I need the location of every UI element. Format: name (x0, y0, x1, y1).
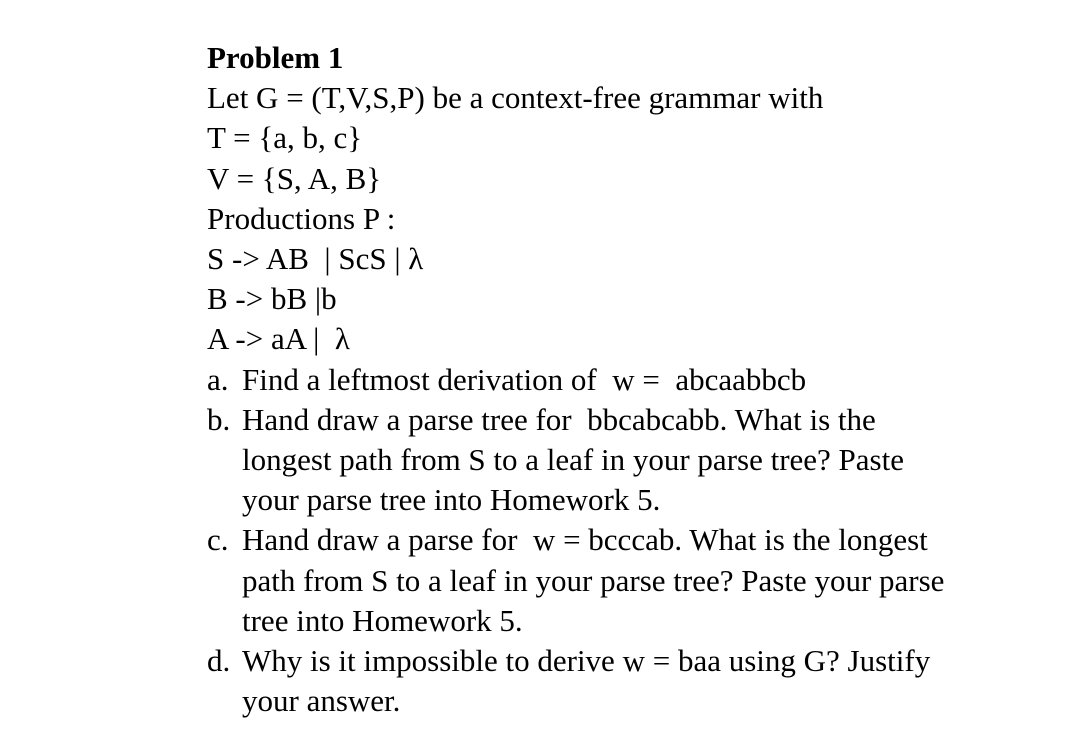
production-rule: B -> bB |b (207, 281, 337, 317)
problem-document (207, 38, 1047, 721)
question-marker: a. (207, 361, 229, 397)
problem-title: Problem 1 (207, 40, 344, 75)
question-text: Hand draw a parse for w = bcccab. What is the longest (242, 522, 928, 558)
question-b (207, 400, 1047, 521)
question-text: Hand draw a parse tree for bbcabcabb. What is the (242, 401, 876, 437)
grammar-intro: Let G = (T,V,S,P) be a context-free grammar with (207, 80, 824, 116)
variables-set: V = {S, A, B} (207, 160, 382, 196)
question-text: your answer. (242, 683, 401, 719)
question-a (207, 360, 1047, 400)
question-marker: d. (207, 643, 231, 679)
terminals-set: T = {a, b, c} (207, 120, 363, 156)
production-rule: S -> AB | ScS | λ (207, 241, 424, 277)
question-text: tree into Homework 5. (242, 602, 523, 638)
question-text: longest path from S to a leaf in your parse tree? Paste (242, 442, 904, 478)
productions-label: Productions P : (207, 200, 396, 236)
question-marker: b. (207, 401, 231, 437)
question-text: your parse tree into Homework 5. (242, 482, 661, 518)
production-rule: A -> aA | λ (207, 321, 350, 357)
question-d (207, 641, 1047, 721)
question-text: Why is it impossible to derive w = baa using G? Justify (242, 643, 931, 679)
question-text: Find a leftmost derivation of w = abcaabbcb (242, 361, 807, 397)
question-c (207, 520, 1047, 641)
question-marker: c. (207, 522, 229, 558)
question-text: path from S to a leaf in your parse tree? Paste your parse (242, 562, 945, 598)
